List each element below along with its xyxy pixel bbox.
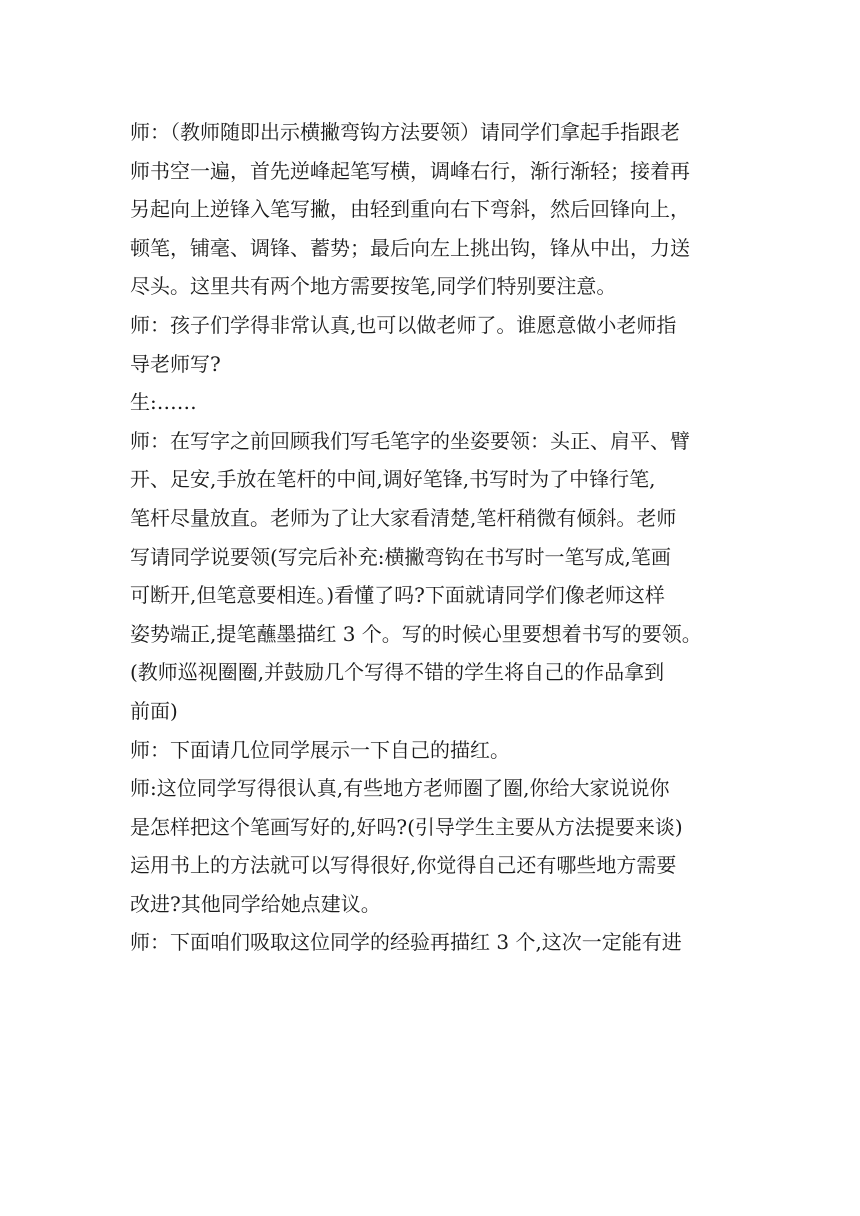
text-line: 写请同学说要领(写完后补充:横撇弯钩在书写时一笔写成,笔画 [130,544,671,569]
text-line: 开、足安,手放在笔杆的中间,调好笔锋,书写时为了中锋行笔, [130,467,656,492]
text-line: 笔杆尽量放直。老师为了让大家看清楚,笔杆稍微有倾斜。老师 [130,505,677,530]
text-line: 导老师写? [130,351,221,376]
text-line: 师书空一遍，首先逆峰起笔写横，调峰右行，渐行渐轻；接着再 [130,158,690,183]
text-line: 运用书上的方法就可以写得很好,你觉得自己还有哪些地方需要 [130,853,677,878]
text-line: 师：（教师随即出示横撇弯钩方法要领）请同学们拿起手指跟老 [130,120,680,144]
text-line: 姿势端正,提笔蘸墨描红 3 个。写的时候心里要想着书写的要领。 [130,621,702,646]
text-line: 顿笔，铺毫、调锋、蓄势；最后向左上挑出钩，锋从中出，力送 [130,235,690,260]
text-line: 可断开,但笔意要相连。)看懂了吗?下面就请同学们像老师这样 [130,583,665,608]
text-line: 另起向上逆锋入笔写撇，由轻到重向右下弯斜，然后回锋向上， [130,197,690,222]
text-line: 师:这位同学写得很认真,有些地方老师圈了圈,你给大家说说你 [130,776,670,801]
text-line: 师：下面请几位同学展示一下自己的描红。 [130,737,510,762]
text-line: 生:…… [130,390,197,415]
text-line: 师：在写字之前回顾我们写毛笔字的坐姿要领：头正、肩平、臂 [130,428,690,453]
text-line: 师：孩子们学得非常认真,也可以做老师了。谁愿意做小老师指 [130,312,677,337]
document-body [130,113,730,962]
text-line: 前面) [130,698,178,723]
text-line: 是怎样把这个笔画写好的,好吗?(引导学生主要从方法提要来谈) [130,814,683,839]
text-line: 师：下面咱们吸取这位同学的经验再描红 3 个,这次一定能有进 [130,930,682,955]
text-line: (教师巡视圈圈,并鼓励几个写得不错的学生将自己的作品拿到 [130,660,665,685]
text-line: 尽头。这里共有两个地方需要按笔,同学们特别要注意。 [130,274,617,299]
text-line: 改进?其他同学给她点建议。 [130,891,381,916]
